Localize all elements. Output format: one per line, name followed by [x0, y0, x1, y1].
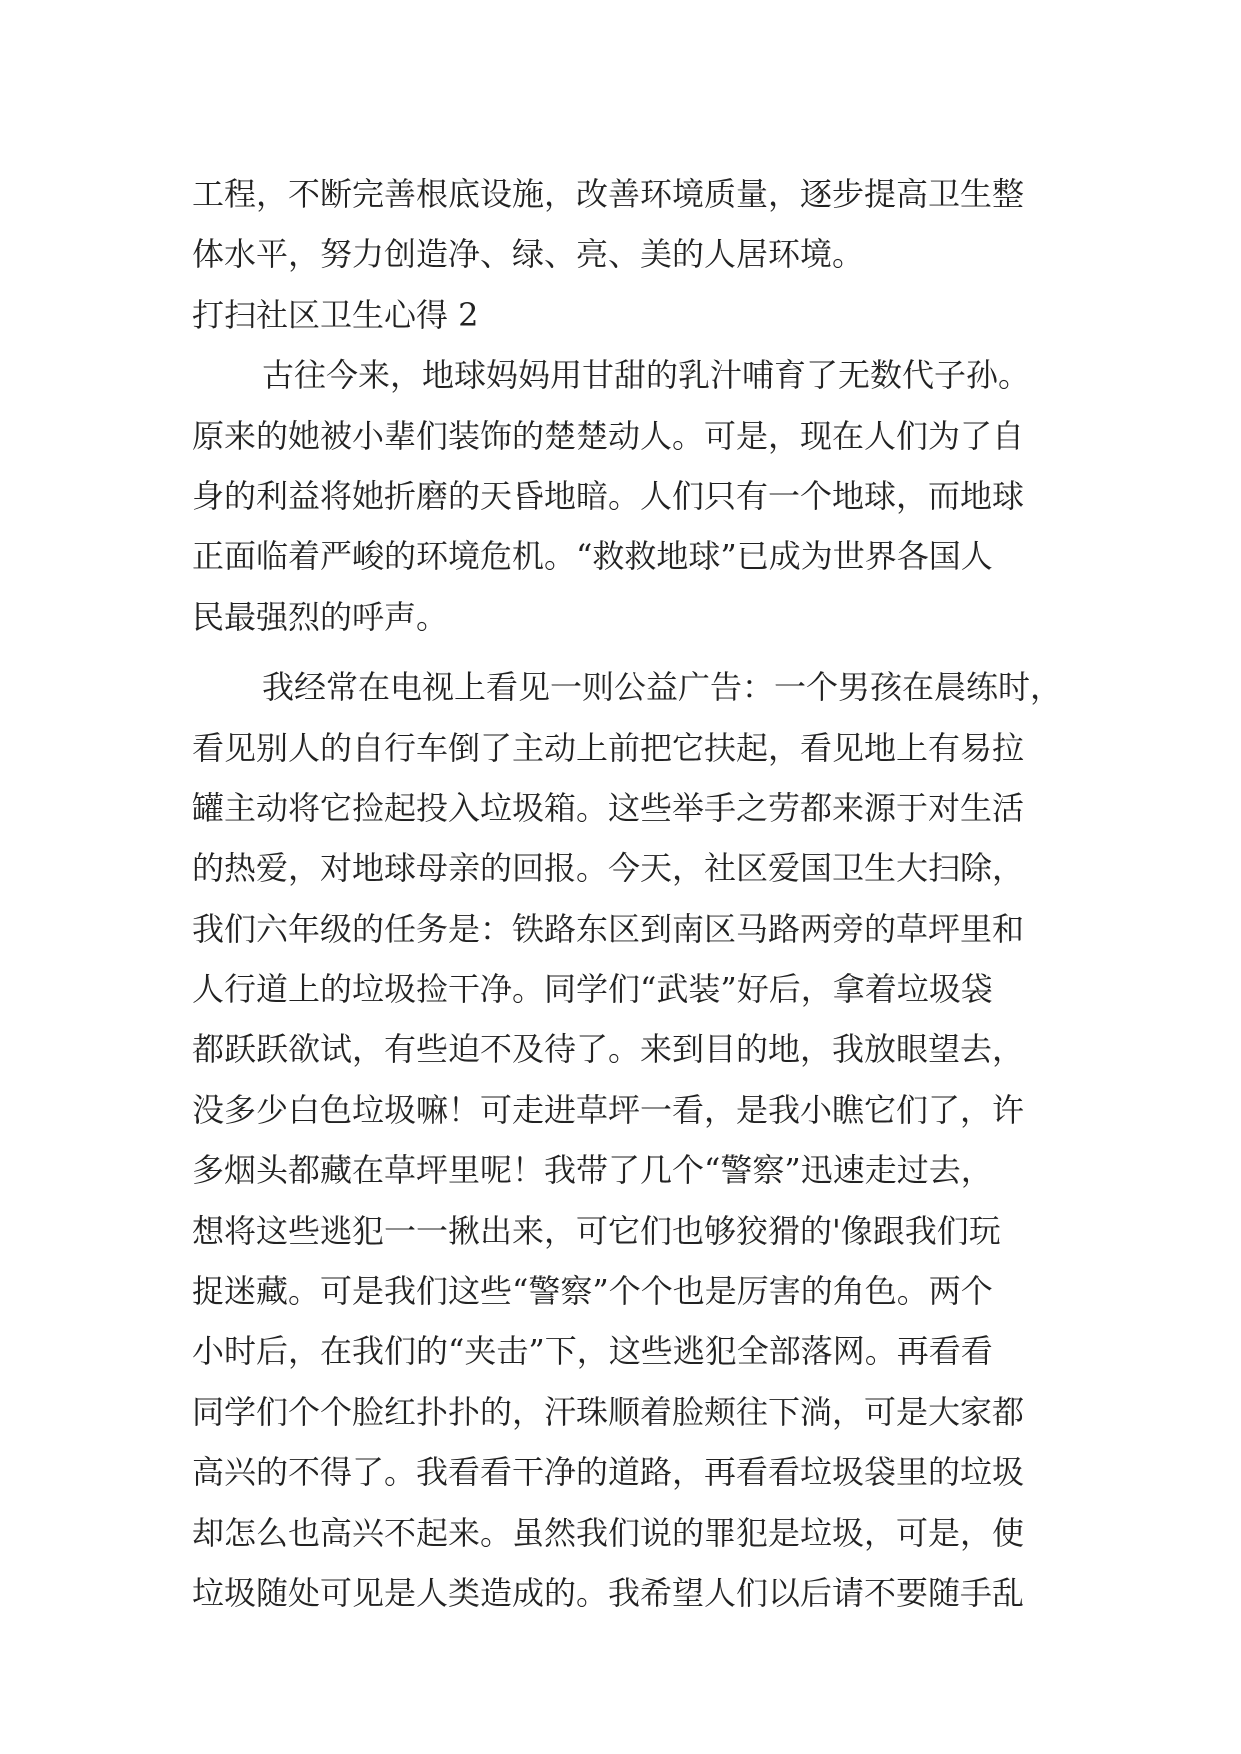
paragraph-line: 小时后，在我们的“夹击”下，这些逃犯全部落网。再看看 [192, 1332, 993, 1371]
paragraph-line: 原来的她被小辈们装饰的楚楚动人。可是，现在人们为了自 [192, 416, 1025, 455]
paragraph-line: 罐主动将它捡起投入垃圾箱。这些举手之劳都来源于对生活 [192, 788, 1025, 827]
paragraph-line: 古往今来，地球妈妈用甘甜的乳汁哺育了无数代子孙。 [262, 356, 1031, 395]
paragraph-line: 我经常在电视上看见一则公益广告：一个男孩在晨练时， [262, 668, 1063, 707]
paragraph-line: 垃圾随处可见是人类造成的。我希望人们以后请不要随手乱 [192, 1573, 1025, 1612]
paragraph-line: 人行道上的垃圾捡干净。同学们“武装”好后，拿着垃圾袋 [192, 970, 993, 1009]
paragraph-line: 想将这些逃犯一一揪出来，可它们也够狡猾的'像跟我们玩 [192, 1211, 1001, 1250]
intro-line: 工程，不断完善根底设施，改善环境质量，逐步提高卫生整 [192, 175, 1025, 213]
paragraph-line: 都跃跃欲试，有些迫不及待了。来到目的地，我放眼望去， [192, 1030, 1025, 1069]
paragraph-line: 我们六年级的任务是：铁路东区到南区马路两旁的草坪里和 [192, 909, 1025, 948]
paragraph-line: 高兴的不得了。我看看干净的道路，再看看垃圾袋里的垃圾 [192, 1453, 1025, 1492]
paragraph-line: 没多少白色垃圾嘛！可走进草坪一看，是我小瞧它们了，许 [192, 1090, 1025, 1129]
paragraph-line: 民最强烈的呼声。 [192, 597, 449, 636]
section-heading: 打扫社区卫生心得 2 [192, 295, 479, 334]
paragraph-line: 多烟头都藏在草坪里呢！我带了几个“警察”迅速走过去， [192, 1151, 993, 1190]
paragraph-line: 却怎么也高兴不起来。虽然我们说的罪犯是垃圾，可是，使 [192, 1513, 1025, 1552]
paragraph-line: 看见别人的自行车倒了主动上前把它扶起，看见地上有易拉 [192, 728, 1025, 767]
intro-line: 体水平，努力创造净、绿、亮、美的人居环境。 [192, 235, 865, 274]
document-body [192, 164, 1062, 1623]
paragraph-line: 正面临着严峻的环境危机。“救救地球”已成为世界各国人 [192, 537, 993, 576]
paragraph-line: 捉迷藏。可是我们这些“警察”个个也是厉害的角色。两个 [192, 1272, 993, 1311]
paragraph-line: 身的利益将她折磨的天昏地暗。人们只有一个地球，而地球 [192, 476, 1025, 515]
paragraph-line: 同学们个个脸红扑扑的，汗珠顺着脸颊往下淌，可是大家都 [192, 1392, 1025, 1431]
paragraph-line: 的热爱，对地球母亲的回报。今天，社区爱国卫生大扫除， [192, 849, 1025, 888]
